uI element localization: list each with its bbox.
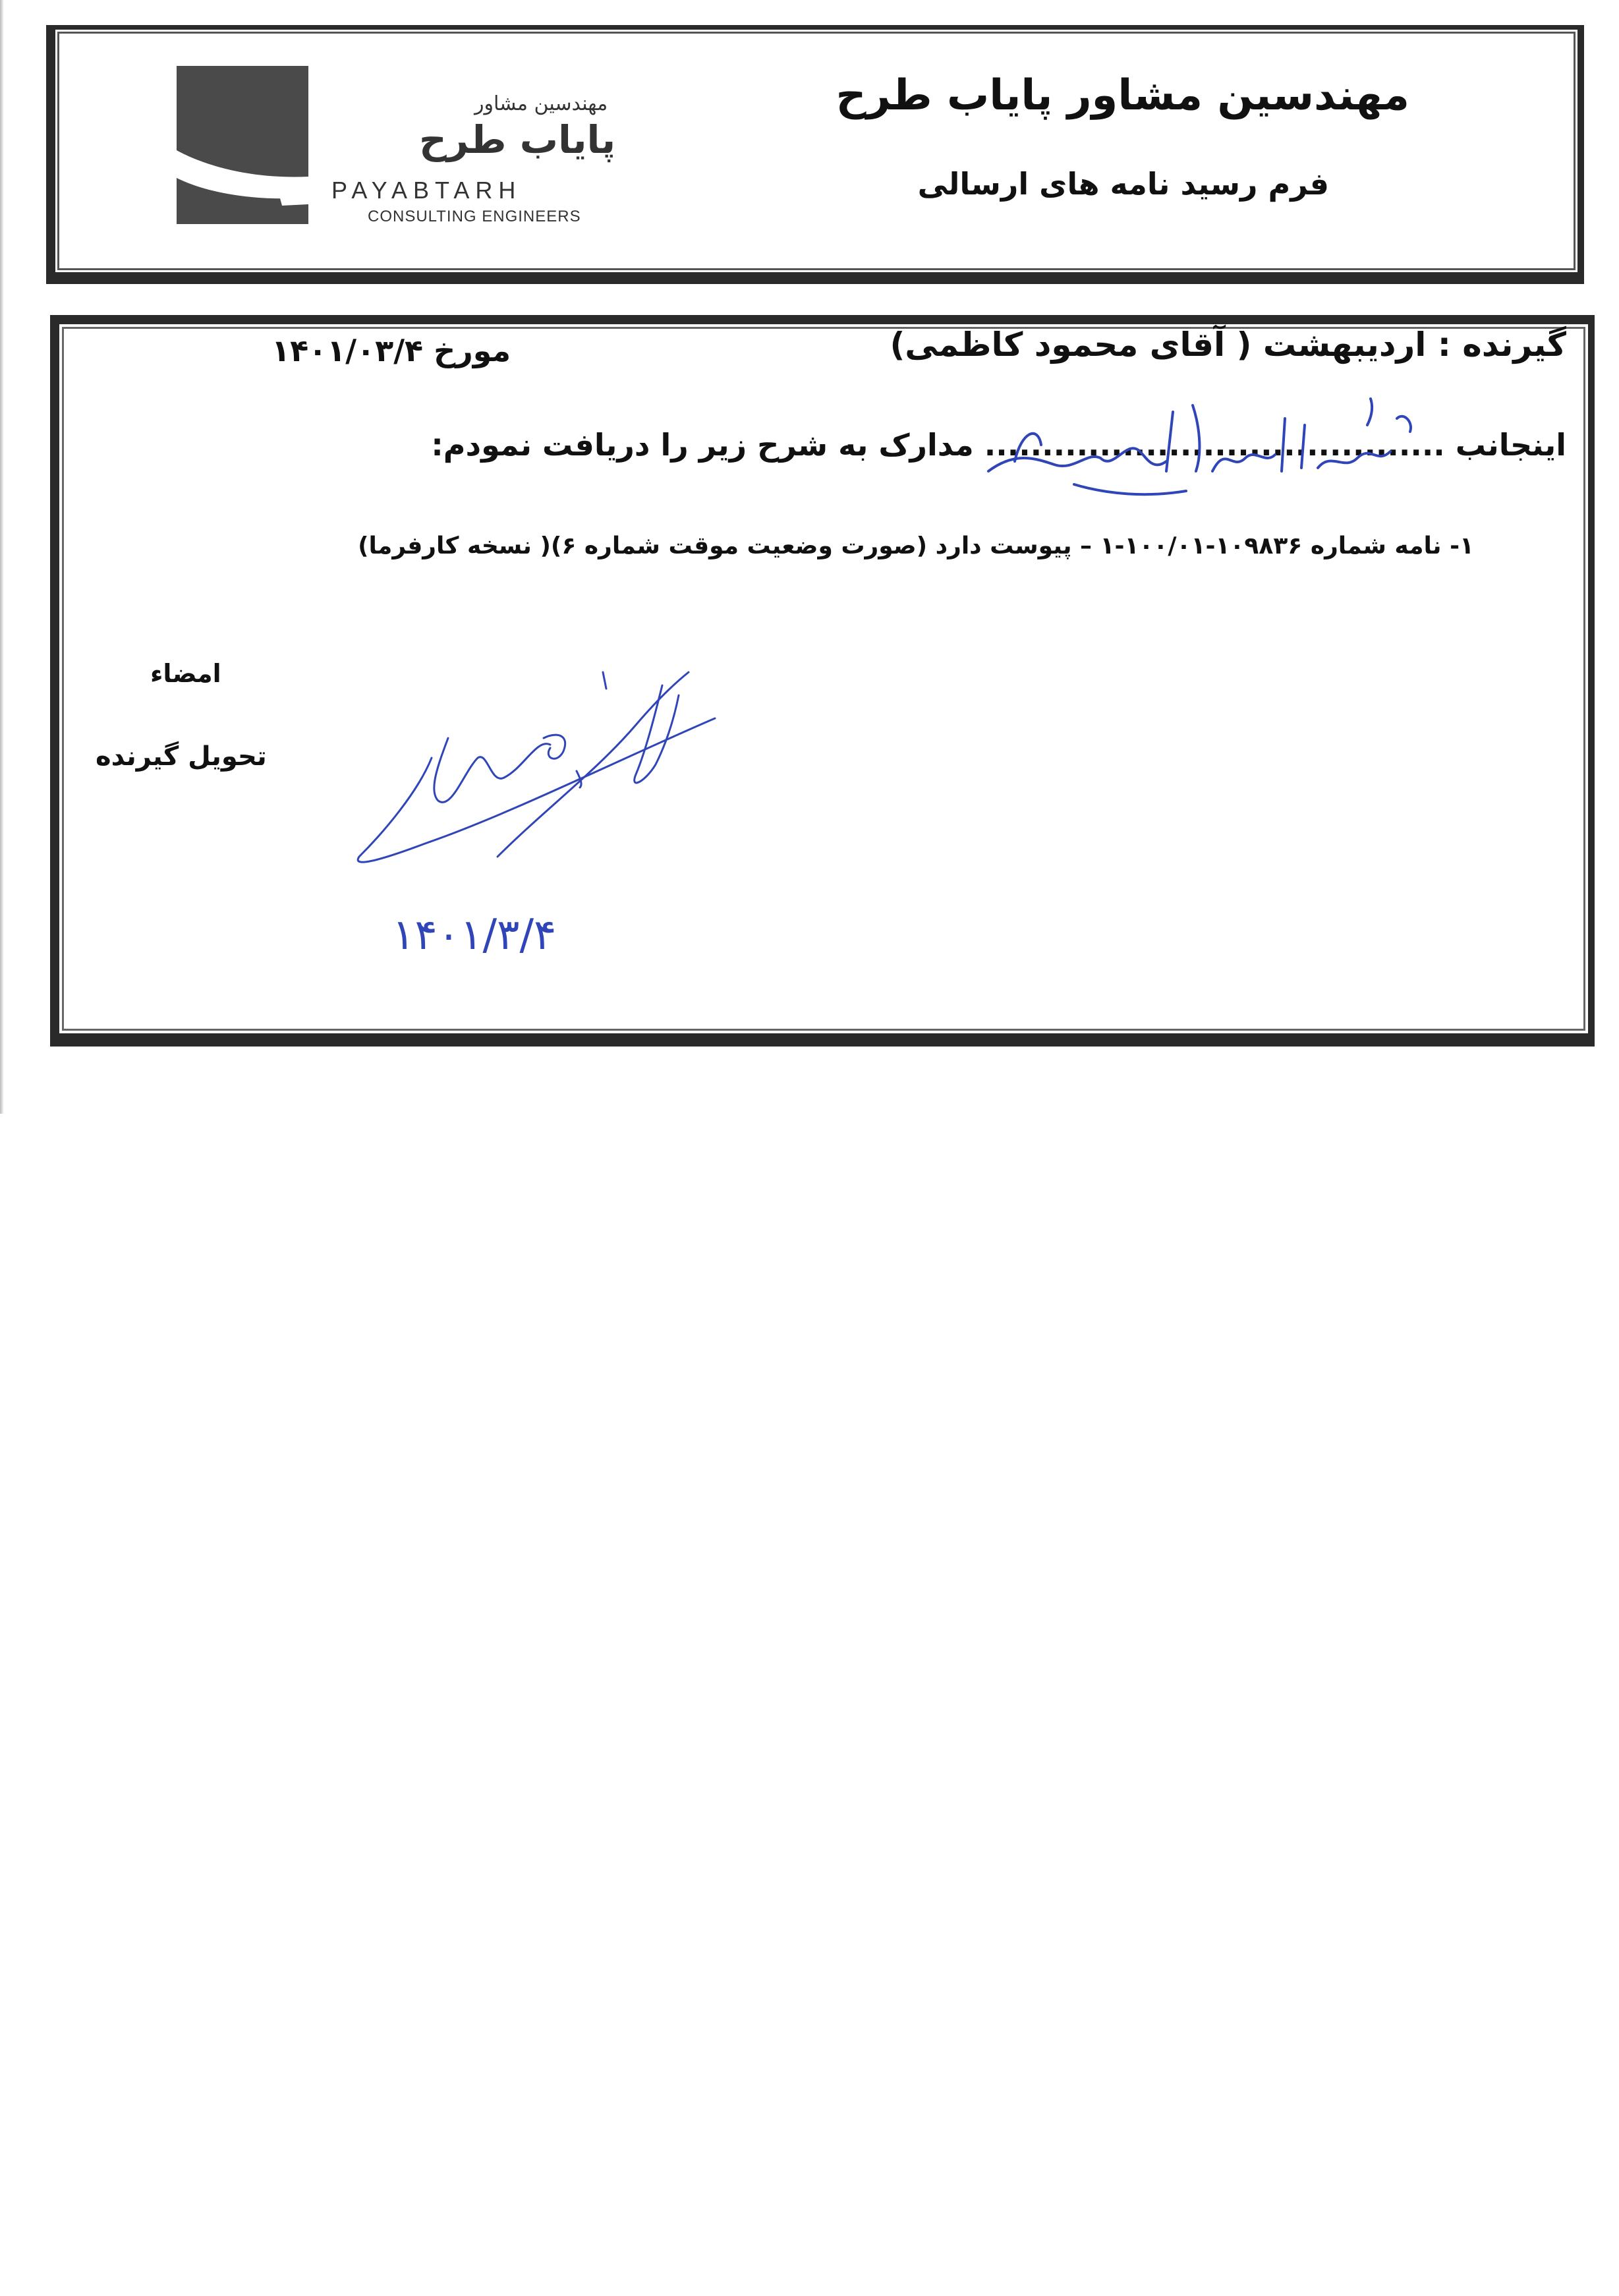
- form-title: فرم رسید نامه های ارسالی: [917, 166, 1329, 202]
- logo-text-en: PAYABTARH: [331, 177, 522, 204]
- received-line: اینجانب ........................................ مدارک به شرح زیر را دریافت نمودم:: [431, 427, 1566, 463]
- delivery-label: تحویل گیرنده: [96, 741, 267, 772]
- handwritten-date: ۱۴۰۱/۳/۴: [392, 911, 557, 960]
- recipient-line: گیرنده : اردیبهشت ( آقای محمود کاظمی): [890, 326, 1566, 364]
- signature-image: [346, 659, 913, 969]
- handwritten-name: [975, 372, 1436, 511]
- logo-mark-icon: [177, 66, 308, 224]
- document-item-1: ۱- نامه شماره ۱۰۹۸۳۶-۱۰۰/۰۱-۱ – پیوست دارد (صورت وضعیت موقت شماره ۶)( نسخه کارفرما): [358, 532, 1474, 560]
- date-line: مورخ ۱۴۰۱/۰۳/۴: [271, 333, 511, 368]
- signature-label: امضاء: [150, 659, 221, 688]
- scan-edge: [0, 0, 4, 1114]
- logo-text-fa-small: مهندسین مشاور: [474, 92, 608, 115]
- logo-text-fa-big: پایاب طرح: [419, 117, 616, 162]
- logo-text-en-sub: CONSULTING ENGINEERS: [368, 208, 581, 225]
- company-title: مهندسین مشاور پایاب طرح: [836, 71, 1409, 120]
